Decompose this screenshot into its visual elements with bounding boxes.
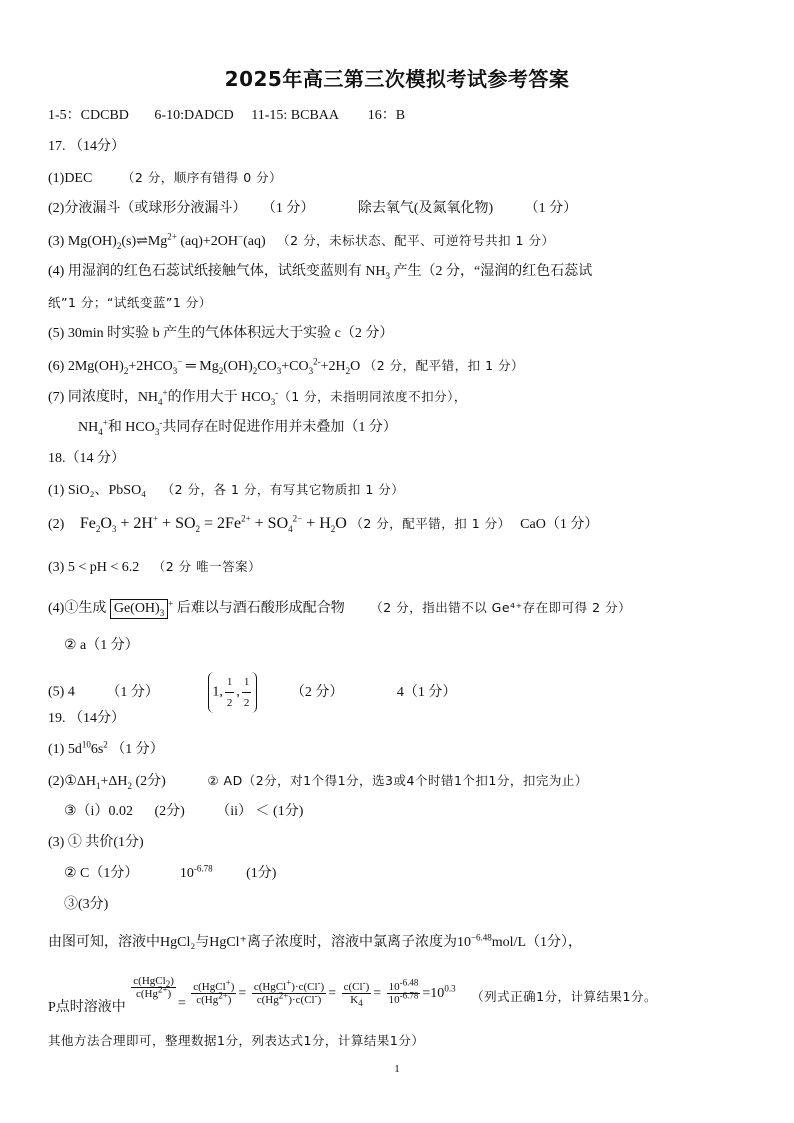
scoring-note: （1 分） <box>111 742 164 757</box>
q17-line-8: $NH_4^+$和 $HCO_3^-$共同存在时促进作用并未叠加（1 分） <box>78 417 397 437</box>
answer-text: ③（i）0.02 <box>64 804 133 819</box>
scoring-note: （2 分） <box>290 684 344 700</box>
q18-line-4: (4)①生成 $Ge(OH)_3^+$ 后难以与酒石酸形成配合物 （2 分，指出错不以 Ge⁴⁺存在即可得 2 分） <box>48 598 632 618</box>
scoring-note: （2 分 唯一答案） <box>152 559 262 574</box>
q19-line-4: (3) ① 共价(1分) <box>48 835 144 850</box>
answer-text: ② C（1分） <box>64 866 139 881</box>
scoring-note: （2 分，各 1 分，有写其它物质扣 1 分） <box>161 482 405 497</box>
q17-line-4-cont: 纸”1 分；“试纸变蓝”1 分） <box>48 295 212 310</box>
q17-line-2 <box>48 199 577 219</box>
answer-text: P点时溶液中 <box>48 1000 126 1015</box>
scoring-note: （列式正确1分，计算结果1分。 <box>471 989 657 1004</box>
scoring-note: （1 分） <box>524 201 578 216</box>
coordinate-tuple: 1, $\frac{1}{2}$ , $\frac{1}{2}$ <box>208 672 257 713</box>
fraction: $\frac{c(HgCl^+)\cdot c(Cl^-)}{c(Hg^{2+})\cdot c(Cl^-)}$ <box>253 977 325 1007</box>
q19-line-5 <box>64 864 276 884</box>
answer-text: (5) 4 <box>48 684 75 700</box>
q17-line-7: (7) 同浓度时，$NH_4^+$的作用大于 $HCO_3^-(1$ 分，未指明同浓度不扣分）， <box>48 387 467 407</box>
page-title: 2025年高三第三次模拟考试参考答案 <box>224 67 570 91</box>
fraction: $\frac{c(Cl^-)}{K_4}$ <box>343 977 370 1009</box>
answer-text: ② AD（2分，对1个得1分，选3或4个时错1个扣1分，扣完为止） <box>207 773 588 788</box>
fraction: $\frac{c(HgCl_2)}{c(Hg^{2+})}$ <box>133 975 174 1000</box>
q17-line-4: (4) 用湿润的红色石蕊试纸接触气体，试纸变蓝则有 $NH_3$ 产生（2 分，“湿润的红色石蕊试 <box>48 264 593 281</box>
scoring-note: （2 分，配平错，扣 1 分） <box>363 358 525 373</box>
mc-group: 6-10:DADCD <box>154 108 234 123</box>
answer-text: CaO（1 分） <box>520 517 599 532</box>
scoring-note: （2 分，指出错不以 Ge⁴⁺存在即可得 2 分） <box>370 600 632 615</box>
q19-line-7: 由图可知，溶液中HgCl₂与HgCl⁺离子浓度时，溶液中氯离子浓度为$10^{-6.48}mol/L(1$分）， <box>48 932 583 950</box>
scoring-note: (2分) <box>135 774 166 789</box>
answer-text: (2)分液漏斗（或球形分液漏斗） <box>48 201 247 216</box>
scoring-note: （1 分） <box>261 201 315 216</box>
answer-text: 产生（2 分，“湿润的红色石蕊试 <box>393 264 593 279</box>
scoring-note: （2 分，未标状态、配平、可逆符号共扣 1 分） <box>277 233 555 248</box>
complex-formula: $Ge(OH)_3$ <box>110 599 168 619</box>
answer-text: （ii） ＜ (1分) <box>216 804 304 819</box>
answer-text: 4（1 分） <box>396 684 457 700</box>
answer-text: (2)①ΔH <box>48 774 96 789</box>
answer-text: (1) SiO₂、PbSO₄ <box>48 483 147 498</box>
q18-line-5: ② a（1 分） <box>64 638 139 653</box>
mc-answers <box>48 106 405 126</box>
mc-group: 16：B <box>367 108 406 123</box>
scoring-note: (2分) <box>154 804 185 819</box>
scoring-note: （2 分，配平错，扣 1 分） <box>350 516 511 531</box>
scoring-note: (1分) <box>246 866 277 881</box>
q19-line-9: 其他方法合理即可，整理数据1分，列表达式1分，计算结果1分） <box>48 1033 425 1048</box>
answer-text: 除去氧气(及氮氧化物) <box>357 201 494 216</box>
fraction: $\frac{c(HgCl^+)}{c(Hg^{2+})}$ <box>193 977 235 1007</box>
q17-line-1 <box>48 168 282 189</box>
equation: (3) $Mg(OH)_2(s)\rightleftharpoons Mg^{2+}$ (aq)+2OH−(aq) <box>48 231 266 251</box>
fraction: $\frac{10^{-6.48}}{10^{-6.78}}$ <box>388 977 419 1007</box>
q19-line-2: $(2)①\Delta H_1+\Delta H_2$ (2分) ② AD（2分，对1个得1分，选3或4个时错1个扣1分，扣完为止） <box>48 773 588 791</box>
scoring-note: （2 分，顺序有错得 0 分） <box>121 170 283 185</box>
answer-text: 共同存在时促进作用并未叠加（1 分） <box>162 420 397 435</box>
q17-heading: 17. （14分） <box>48 139 125 154</box>
answer-text: (1)DEC <box>48 171 93 186</box>
electron-config: (1) $5d^{10}6s^2$ <box>48 739 108 757</box>
page-number: 1 <box>394 1063 400 1075</box>
answer-text: (4)①生成 <box>48 601 107 616</box>
mc-group: 11-15: BCBAA <box>251 108 339 123</box>
equation: (6) $2Mg(OH)_2+2HCO_3^-$ ═ $Mg_2(OH)_2CO_3+CO_3^{2-}+2H_2O$ <box>48 356 361 376</box>
answer-text: 和 HCO <box>107 420 155 435</box>
q17-line-5: (5) 30min 时实验 b 产生的气体体积远大于实验 c（2 分） <box>48 326 394 341</box>
q17-line-3 <box>48 231 554 252</box>
answer-text: (3) 5 < pH < 6.2 <box>48 560 140 575</box>
q18-heading: 18.（14 分） <box>48 451 125 466</box>
q19-line-3 <box>64 802 303 822</box>
q19-line-6: ③(3分) <box>64 897 109 912</box>
answer-text: +ΔH <box>100 774 128 789</box>
q18-line-2: (2) $Fe_2O_3 + 2H^+ + SO_2 = 2Fe^{2+} + SO_4^{2-} + H_2O$ （2 分，配平错，扣 1 分） CaO（1 分） <box>48 513 599 535</box>
answer-text: (7) 同浓度时，NH <box>48 390 159 405</box>
equation: $Fe_2O_3 + 2H^+ + SO_2 = 2Fe^{2+} + SO_4^{2-} + H_2O$ <box>79 513 347 535</box>
scoring-note: （1 分） <box>106 684 159 700</box>
q19-line-8: P点时溶液中 $\frac{c(HgCl_2)}{c(Hg^{2+})}$ = $\frac{c(HgCl^+)}{c(Hg^{2+})}$ = $\frac{c(HgCl^+)\cdot c(Cl^-)}{c(Hg^{2+})\cdot c(Cl^-)}$ = $\frac{c(Cl^-)}{K_4}$ = $\frac{10^{-6.48}}{10^{-6.78}}$ $=10^{0.3}$ （列式正确1分，计算结果1分。 <box>48 975 657 1015</box>
q18-line-3 <box>48 557 261 578</box>
scoring-note: （1 分，未指明同浓度不扣分）， <box>278 389 467 404</box>
answer-text: 的作用大于 HCO <box>167 390 271 405</box>
answer-text: (4) 用湿润的红色石蕊试纸接触气体，试纸变蓝则有 NH <box>48 264 386 279</box>
q19-heading: 19. （14分） <box>48 711 125 726</box>
q18-line-1 <box>48 480 404 501</box>
answer-text: mol/L（1分）， <box>491 935 583 950</box>
answer-text: 由图可知，溶液中HgCl₂与HgCl⁺离子浓度时，溶液中氯离子浓度为10 <box>48 935 471 950</box>
mc-group: 1-5：CDCBD <box>48 108 129 123</box>
q19-line-1 <box>48 740 164 760</box>
value: $10^{-6.78}$ <box>179 863 213 881</box>
q18-line-6 <box>48 672 456 713</box>
answer-text: 后难以与酒石酸形成配合物 <box>176 601 345 616</box>
q17-line-6 <box>48 356 524 377</box>
answer-text: NH <box>78 420 99 435</box>
